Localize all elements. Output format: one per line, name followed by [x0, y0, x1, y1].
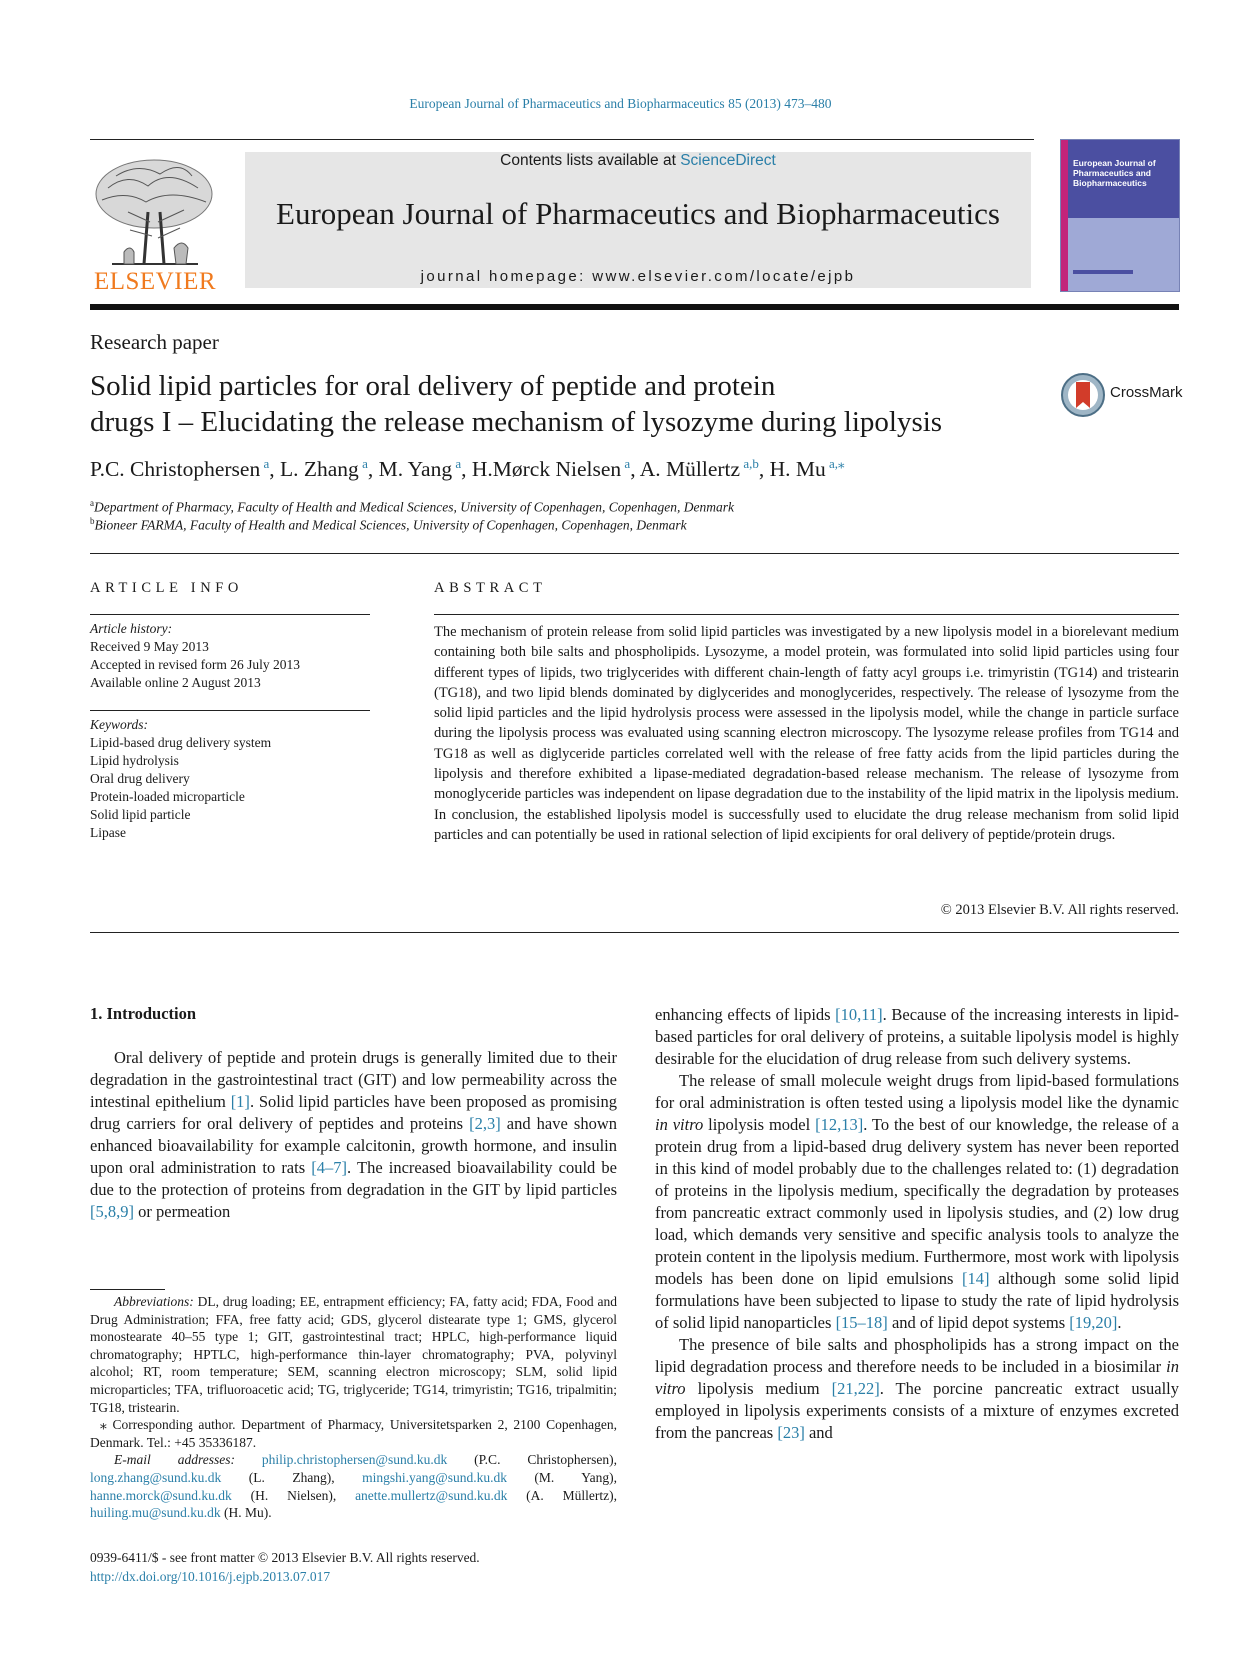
author-affiliation-mark[interactable]: a: [260, 456, 270, 471]
text-run: . The increased bioavailability could be due to the protection of proteins from degradation in the GIT by lipid particles: [90, 1158, 617, 1199]
title-line-1: Solid lipid particles for oral delivery of peptide and protein: [90, 370, 776, 402]
text-run: . The porcine pancreatic extract usually employed in lipolysis experiments consists of a mixture of enzymes excreted from the pancreas: [655, 1379, 1179, 1442]
affiliation-mark: a: [90, 498, 94, 508]
history-online: Available online 2 August 2013: [90, 675, 261, 690]
crossmark-label: CrossMark: [1110, 384, 1183, 401]
keyword-item: Oral drug delivery: [90, 771, 190, 786]
author-name[interactable]: H.Mørck Nielsen: [471, 457, 622, 482]
section-heading-introduction: 1. Introduction: [90, 1004, 197, 1023]
text-run: Abbreviations:: [114, 1294, 194, 1309]
abstract-copyright: © 2013 Elsevier B.V. All rights reserved.: [940, 902, 1179, 918]
history-received: Received 9 May 2013: [90, 639, 209, 654]
text-run: in vitro: [655, 1115, 704, 1134]
crossmark-badge[interactable]: [1060, 372, 1192, 418]
left-column: [90, 1047, 617, 1223]
text-run: and have shown enhanced bioavailability for example calcitonin, growth hormone, and insulin upon oral administration to rats: [90, 1114, 617, 1177]
article-history-label: Article history:: [90, 621, 173, 636]
citation-link[interactable]: [2,3]: [469, 1114, 501, 1133]
cover-footer-mark: [1073, 270, 1133, 274]
intro-paragraph-4: [655, 1334, 1179, 1444]
intro-paragraph-1: [90, 1047, 617, 1223]
email-addresses-note: [90, 1451, 617, 1521]
text-run: (P.C. Christophersen),: [447, 1452, 618, 1468]
intro-paragraph-2: [655, 1004, 1179, 1070]
header-rule: [90, 139, 1034, 140]
elsevier-wordmark[interactable]: ELSEVIER: [93, 268, 217, 295]
text-run: Oral delivery of peptide and protein drugs is generally limited due to their degradation in the gastrointestinal tract (GIT) and low permeability across the intestinal epithelium: [90, 1048, 617, 1111]
intro-paragraph-3: [655, 1070, 1179, 1334]
affiliation-a: [90, 498, 734, 516]
citation-link[interactable]: [1]: [230, 1092, 250, 1111]
contents-line: [245, 152, 1031, 170]
doi-link[interactable]: http://dx.doi.org/10.1016/j.ejpb.2013.07.017: [90, 1569, 331, 1584]
abbreviations-note: [90, 1293, 617, 1416]
keyword-item: Lipid hydrolysis: [90, 753, 179, 768]
abstract-bottom-rule: [90, 932, 1179, 933]
author-list: P.C. Christophersen $^a$, L. Zhang $^a$, M. Yang $^a$, H.Mørck Nielsen $^a$, A. Müllertz $^{a,b}$, H. Mu $^{a,⁎}$: [90, 456, 845, 482]
citation-link[interactable]: philip.christophersen@sund.ku.dk: [261, 1452, 448, 1468]
text-run: The release of small molecule weight drugs from lipid-based formulations for oral administration is often tested using a lipolysis model like the dynamic: [655, 1071, 1179, 1112]
author-name[interactable]: H. Mu: [769, 457, 826, 482]
text-run: (A. Müllertz),: [507, 1487, 618, 1503]
citation-link[interactable]: mingshi.yang@sund.ku.dk: [362, 1469, 507, 1485]
keywords: [90, 716, 370, 842]
keywords-rule: [90, 710, 370, 711]
keyword-item: Protein-loaded microparticle: [90, 789, 245, 804]
keyword-item: Lipase: [90, 825, 126, 840]
citation-link[interactable]: [12,13]: [815, 1115, 864, 1134]
footnotes: [90, 1293, 617, 1522]
bottom-notes: [90, 1548, 480, 1586]
crossmark-icon: [1060, 372, 1106, 418]
history-revised: Accepted in revised form 26 July 2013: [90, 657, 300, 672]
text-run: lipolysis medium: [685, 1379, 832, 1398]
text-run: in vitro: [655, 1357, 1179, 1398]
text-run: although some solid lipid formulations have been subjected to lipase to study the rate of lipid hydrolysis of solid lipid nanoparticles: [655, 1269, 1179, 1332]
title-block-rule: [90, 553, 1179, 554]
affiliation-b: [90, 516, 687, 534]
author-name[interactable]: A. Müllertz: [639, 457, 741, 482]
affiliation-text: Department of Pharmacy, Faculty of Health and Medical Sciences, University of Copenhagen, Copenhagen, Denmark: [94, 499, 734, 515]
header-thick-rule: [90, 304, 1179, 310]
citation-link[interactable]: [10,11]: [835, 1005, 883, 1024]
affiliation-mark: b: [90, 516, 95, 526]
text-run: and: [804, 1423, 833, 1442]
author-affiliation-mark[interactable]: a,⁎: [825, 456, 845, 471]
text-run: (H. Mu).: [220, 1505, 272, 1521]
abstract-heading: ABSTRACT: [434, 580, 547, 596]
journal-cover-thumbnail[interactable]: [1060, 139, 1180, 292]
citation-link[interactable]: [14]: [962, 1269, 990, 1288]
sciencedirect-link[interactable]: ScienceDirect: [680, 152, 776, 169]
citation-link[interactable]: [19,20]: [1069, 1313, 1118, 1332]
text-run: . Because of the increasing interests in lipid-based particles for oral delivery of proteins, a suitable lipolysis model is highly desirable for the elucidation of drug release from such delivery systems.: [655, 1005, 1179, 1068]
cover-title: European Journal of Pharmaceutics and Biopharmaceutics: [1073, 158, 1156, 188]
citation-link[interactable]: long.zhang@sund.ku.dk: [90, 1469, 222, 1485]
article-type: Research paper: [90, 330, 219, 354]
text-run: E-mail addresses:: [114, 1452, 235, 1468]
text-run: (M. Yang),: [506, 1469, 617, 1485]
text-run: lipolysis model: [703, 1115, 816, 1134]
article-title: [90, 368, 1050, 440]
text-run: or permeation: [134, 1202, 231, 1221]
citation-link[interactable]: [5,8,9]: [90, 1202, 134, 1221]
keywords-label: Keywords:: [90, 717, 148, 732]
author-name[interactable]: M. Yang: [378, 457, 453, 482]
article-info-rule: [90, 614, 370, 615]
author-affiliation-mark[interactable]: a: [358, 456, 368, 471]
journal-homepage[interactable]: journal homepage: www.elsevier.com/locate/ejpb: [420, 268, 856, 285]
cover-stripe: [1061, 140, 1068, 291]
citation-link[interactable]: hanne.morck@sund.ku.dk: [90, 1487, 232, 1503]
keyword-item: Solid lipid particle: [90, 807, 191, 822]
author-affiliation-mark[interactable]: a: [452, 456, 462, 471]
author-name[interactable]: P.C. Christophersen: [90, 457, 261, 482]
keyword-item: Lipid-based drug delivery system: [90, 735, 272, 750]
citation-link[interactable]: [23]: [777, 1423, 805, 1442]
author-affiliation-mark[interactable]: a: [621, 456, 631, 471]
citation-link[interactable]: huiling.mu@sund.ku.dk: [90, 1505, 221, 1521]
article-history: [90, 620, 370, 692]
journal-title: European Journal of Pharmaceutics and Biopharmaceutics: [276, 196, 1000, 231]
text-run: [235, 1452, 262, 1467]
citation-link[interactable]: anette.mullertz@sund.ku.dk: [355, 1487, 508, 1503]
right-column: [655, 1004, 1179, 1444]
corresponding-author-note: [90, 1416, 617, 1451]
citation-link[interactable]: [4–7]: [311, 1158, 348, 1177]
author-affiliation-mark[interactable]: a,b: [740, 456, 759, 471]
contents-prefix: Contents lists available at: [500, 152, 681, 169]
footnote-rule: [90, 1289, 165, 1290]
text-run: The presence of bile salts and phospholipids has a strong impact on the lipid degradation process and therefore needs to be included in a biosimilar: [655, 1335, 1179, 1376]
text-run: DL, drug loading; EE, entrapment efficiency; FA, fatty acid; FDA, Food and Drug Administration; FFA, free fatty acid; GDS, glycerol distearate type 1; GMS, glycerol monostearate 40–55 type 1; GIT, gastrointestinal tract; HPLC, high-performance liquid chromatography; HPTLC, high-performance thin-layer chromatography; PVA, polyvinyl alcohol; RT, room temperature; SEM, scanning electron microscopy; SLM, solid lipid microparticles; TFA, trifluoroacetic acid; TG, triglyceride; TG14, trimyristin; TG16, tripalmitin; TG18, tristearin.: [90, 1294, 617, 1415]
text-run: (L. Zhang),: [221, 1469, 363, 1485]
text-run: ⁎ Corresponding author. Department of Pharmacy, Universitetsparken 2, 2100 Copenhagen, Denmark. Tel.: +45 35336187.: [90, 1417, 617, 1450]
abstract-rule: [434, 614, 1179, 615]
affiliation-text: Bioneer FARMA, Faculty of Health and Medical Sciences, University of Copenhagen, Copenhagen, Denmark: [94, 517, 687, 533]
citation-link[interactable]: [15–18]: [835, 1313, 888, 1332]
text-run: and of lipid depot systems: [887, 1313, 1070, 1332]
text-run: . To the best of our knowledge, the release of a protein drug from a lipid-based drug delivery system has never been reported in this kind of model probably due to the challenges related to: (1) degradation of proteins in the lipolysis medium, specifically the degradation by proteases from pancreatic extract commonly used in lipolysis studies, and (2) low drug load, which demands very sensitive and specific analysis tools to analyze the protein content in the lipolysis medium. Furthermore, most work with lipolysis models has been done on lipid emulsions: [655, 1115, 1179, 1288]
citation-link[interactable]: [21,22]: [831, 1379, 880, 1398]
article-info-heading: ARTICLE INFO: [90, 580, 244, 596]
journal-citation[interactable]: European Journal of Pharmaceutics and Biopharmaceutics 85 (2013) 473–480: [409, 96, 832, 111]
author-name[interactable]: L. Zhang: [280, 457, 359, 482]
text-run: . Solid lipid particles have been proposed as promising drug carriers for oral delivery of peptides and proteins: [90, 1092, 617, 1133]
abstract-text: The mechanism of protein release from solid lipid particles was investigated by a new lipolysis model in a biorelevant medium containing both bile salts and phospholipids. Lysozyme, a model protein, was formulated into solid lipid particles using four different types of lipids, two triglycerides with different chain-length of fatty acyl groups i.e. trimyristin (TG14) and tristearin (TG18), and two lipid blends dominated by diglycerides and monoglycerides, respectively. The release of lysozyme from the solid lipid particles and the lipid hydrolysis process were assessed in the lipolysis model, while the change in particle surface during the lipolysis process was evaluated using scanning electron microscopy. The lysozyme release profiles from TG14 and TG18 as well as diglyceride particles correlated well with the release of free fatty acids from the lipid particles during the lipolysis and therefore exhibited a lipase-mediated degradation-based release mechanism. The release of lysozyme from monoglyceride particles was independent on lipase degradation due to the instability of the lipid matrix in the lipolysis medium. In conclusion, the established lipolysis model is successfully used to elucidate the drug release mechanism from solid lipid particles and can potentially be used in rational selection of lipid excipients for oral delivery of peptide/protein drugs.: [434, 624, 1179, 843]
title-line-2: drugs I – Elucidating the release mechanism of lysozyme during lipolysis: [90, 406, 943, 438]
text-run: enhancing effects of lipids: [655, 1005, 836, 1024]
issn-line: 0939-6411/$ - see front matter © 2013 Elsevier B.V. All rights reserved.: [90, 1550, 480, 1565]
text-run: (H. Nielsen),: [231, 1487, 356, 1503]
text-run: .: [1117, 1313, 1122, 1332]
